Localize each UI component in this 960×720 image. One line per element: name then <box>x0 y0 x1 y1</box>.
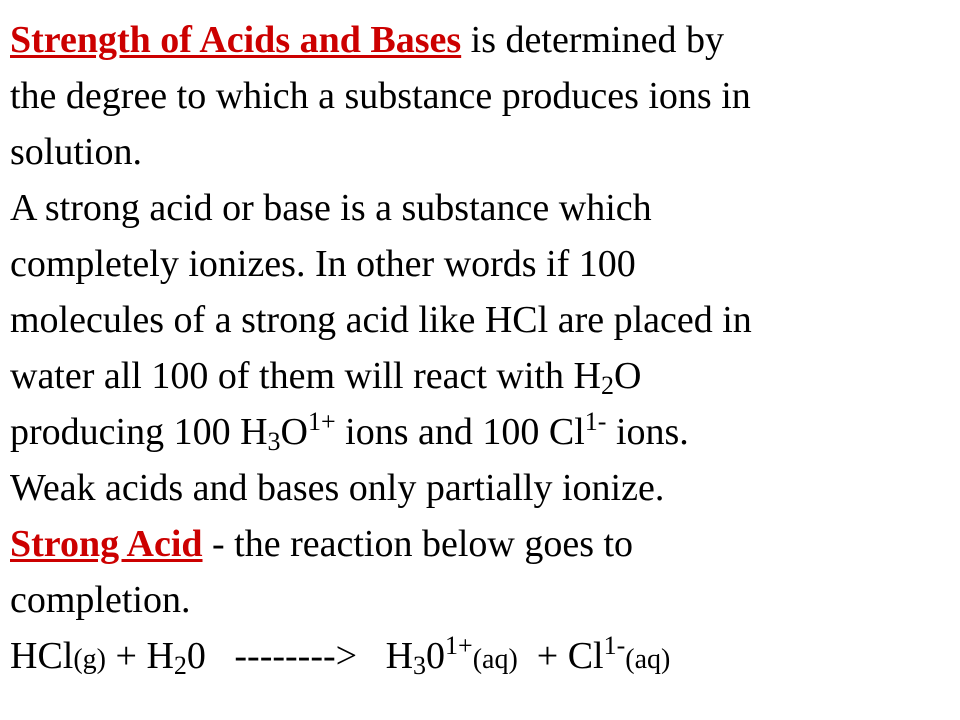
state-aqueous: (aq) <box>625 644 671 675</box>
paragraph-strong-line-4 <box>10 354 641 398</box>
superscript: 1- <box>584 407 607 436</box>
subscript: 2 <box>600 371 614 400</box>
paragraph-strength-line-1 <box>10 18 724 62</box>
paragraph-strong-line-3: molecules of a strong acid like HCl are placed in <box>10 299 752 341</box>
text: water all 100 of them will react with H <box>10 355 601 397</box>
text: - the reaction below goes to <box>202 523 634 565</box>
paragraph-strength-line-2: the degree to which a substance produces ions in <box>10 75 751 117</box>
superscript: 1+ <box>445 631 473 660</box>
subscript: 3 <box>267 427 281 456</box>
superscript: 1+ <box>307 407 336 436</box>
text: 0 <box>186 635 206 677</box>
text: is determined by <box>461 19 724 61</box>
paragraph-strong-line-2: completely ionizes. In other words if 100 <box>10 243 636 285</box>
text: ions. <box>606 411 689 453</box>
paragraph-strength-line-3: solution. <box>10 131 142 173</box>
text: O <box>280 411 308 453</box>
text: 0 <box>426 635 446 677</box>
plus-sign: + H <box>106 635 174 677</box>
paragraph-weak-line-1: Weak acids and bases only partially ionize. <box>10 467 665 509</box>
paragraph-strong-line-5 <box>10 407 689 456</box>
reaction-arrow: --------> <box>205 635 386 677</box>
state-aqueous: (aq) <box>472 644 518 675</box>
product-h3o: H <box>385 635 414 677</box>
paragraph-strong-acid-line-1 <box>10 522 633 566</box>
subscript: 2 <box>173 651 187 680</box>
plus-sign: + Cl <box>517 635 604 677</box>
text: ions and 100 Cl <box>335 411 585 453</box>
text: producing 100 H <box>10 411 268 453</box>
reactant-hcl: HCl <box>10 635 74 677</box>
chemical-equation <box>10 631 671 682</box>
state-gas: (g) <box>73 644 107 675</box>
subscript: 3 <box>413 651 427 680</box>
term-strength-of-acids-and-bases: Strength of Acids and Bases <box>10 19 462 61</box>
text: O <box>613 355 642 397</box>
paragraph-strong-line-1: A strong acid or base is a substance which <box>10 187 652 229</box>
paragraph-strong-acid-line-2: completion. <box>10 579 191 621</box>
term-strong-acid: Strong Acid <box>10 523 203 565</box>
superscript: 1- <box>603 631 626 660</box>
